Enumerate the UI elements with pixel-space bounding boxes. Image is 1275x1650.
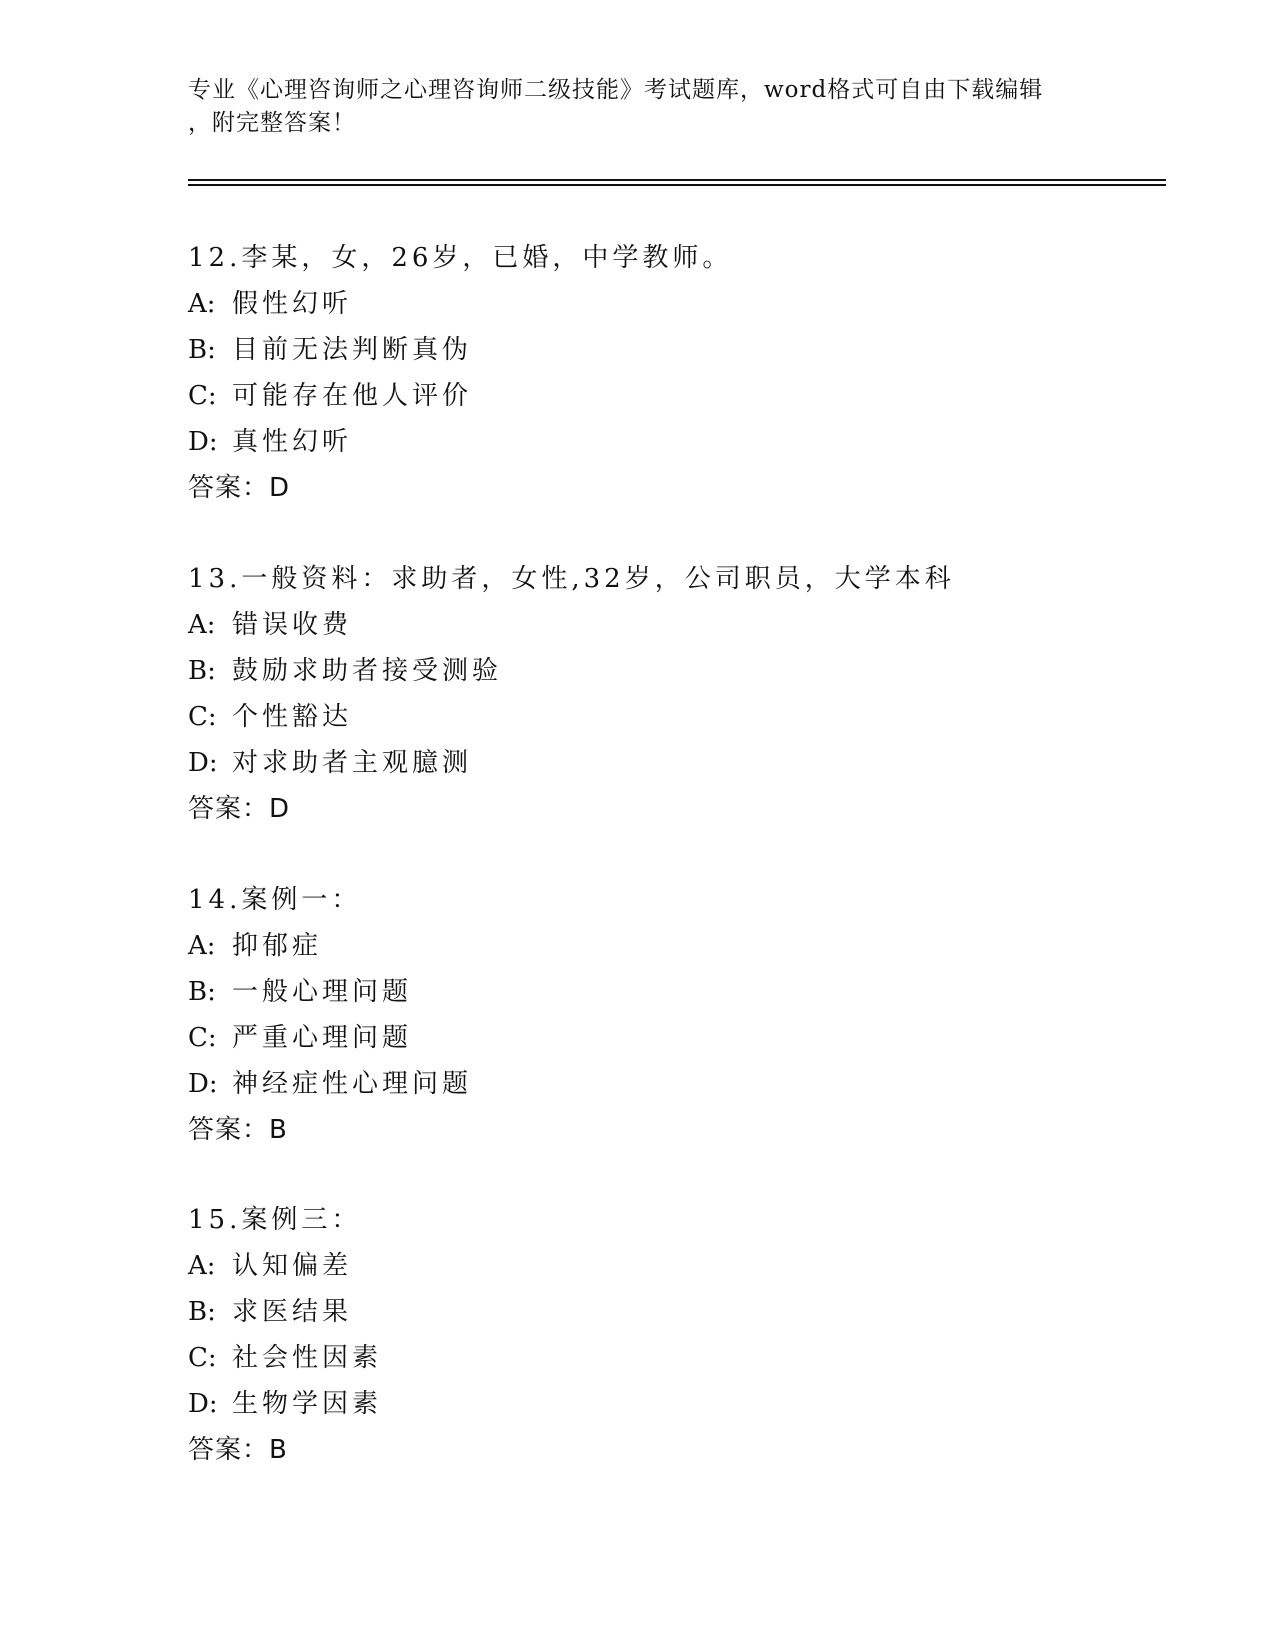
option-d [188,1381,1148,1427]
question-13 [188,556,1148,832]
option-a [188,281,1148,327]
option-text: 认知偏差 [232,1251,353,1281]
option-b [188,969,1148,1015]
option-c [188,373,1148,419]
header-divider-top [188,179,1166,181]
option-letter: B: [188,1297,216,1327]
option-text: 个性豁达 [232,702,353,732]
option-text: 生物学因素 [232,1389,383,1419]
option-text: 社会性因素 [232,1343,383,1373]
question-stem: 12.李某，女，26岁，已婚，中学教师。 [188,243,733,273]
option-text: 错误收费 [232,610,353,640]
header-divider-bottom [188,184,1166,186]
option-c [188,694,1148,740]
option-letter: C: [188,1343,217,1373]
option-text: 一般心理问题 [232,977,413,1007]
question-12 [188,235,1148,511]
option-text: 神经症性心理问题 [232,1069,473,1099]
document-header [188,74,1088,140]
option-text: 鼓励求助者接受测验 [232,656,503,686]
option-text: 真性幻听 [232,427,353,457]
question-stem: 13.一般资料：求助者，女性,32岁，公司职员，大学本科 [188,564,955,594]
answer-line: 答案：D [188,473,291,503]
option-letter: A: [188,610,216,640]
question-stem: 15.案例三： [188,1205,362,1235]
question-stem: 14.案例一： [188,885,362,915]
option-letter: C: [188,1023,217,1053]
option-letter: B: [188,656,216,686]
option-text: 抑郁症 [232,931,323,961]
question-15 [188,1197,1148,1473]
option-letter: C: [188,702,217,732]
option-letter: D: [188,1069,218,1099]
option-text: 严重心理问题 [232,1023,413,1053]
header-line-1: 专业《心理咨询师之心理咨询师二级技能》考试题库，word格式可自由下载编辑 [188,77,1044,103]
option-letter: A: [188,931,216,961]
option-text: 求医结果 [232,1297,353,1327]
option-letter: D: [188,427,218,457]
option-b [188,648,1148,694]
option-a [188,602,1148,648]
option-text: 可能存在他人评价 [232,381,473,411]
option-b [188,327,1148,373]
answer-line: 答案：D [188,794,291,824]
option-letter: D: [188,1389,218,1419]
option-c [188,1015,1148,1061]
option-text: 对求助者主观臆测 [232,748,473,778]
option-letter: C: [188,381,217,411]
option-a [188,1243,1148,1289]
option-d [188,740,1148,786]
answer-line: 答案：B [188,1115,288,1145]
option-d [188,419,1148,465]
question-14 [188,877,1148,1153]
option-b [188,1289,1148,1335]
option-letter: D: [188,748,218,778]
option-letter: B: [188,335,216,365]
option-d [188,1061,1148,1107]
option-letter: B: [188,977,216,1007]
option-c [188,1335,1148,1381]
header-line-2: ，附完整答案！ [188,110,356,136]
option-a [188,923,1148,969]
option-letter: A: [188,1251,216,1281]
option-text: 假性幻听 [232,289,353,319]
option-letter: A: [188,289,216,319]
option-text: 目前无法判断真伪 [232,335,473,365]
answer-line: 答案：B [188,1435,288,1465]
